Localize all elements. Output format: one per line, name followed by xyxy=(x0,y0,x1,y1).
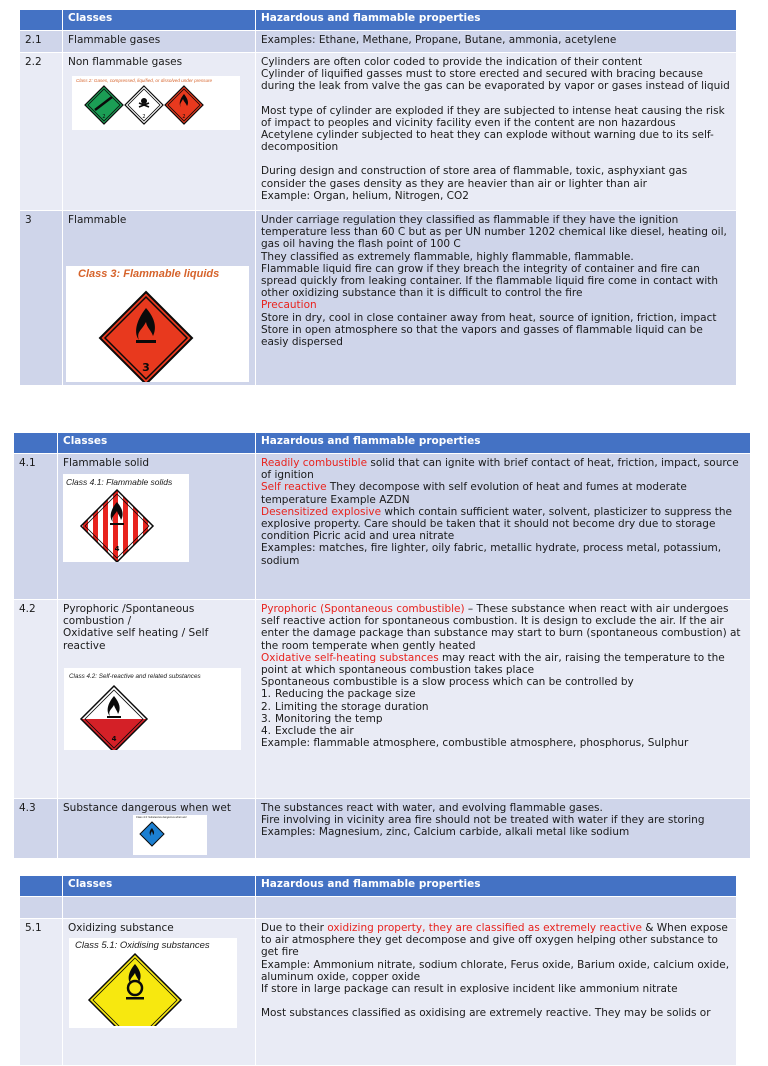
dangerous-when-wet-sign-icon xyxy=(133,819,207,853)
table-header-row xyxy=(20,876,737,897)
table-row-empty xyxy=(20,897,737,919)
class-name-cell xyxy=(58,600,256,799)
class-name: Substance dangerous when wet xyxy=(63,802,231,814)
class-name-cell xyxy=(63,919,256,1066)
class-name-line: Oxidative self heating / Self xyxy=(63,627,209,640)
class-number: 3 xyxy=(20,211,63,386)
property-line: Flammable liquid fire can grow if they breach the integrity of container and fire can spread quickly from leaking container. If the flammable liquid fire come in contact with other oxidizing substance than it is difficult to control the fire xyxy=(261,262,719,300)
property-text: solid that can ignite with brief contact of heat, friction, impact, source of ignition xyxy=(261,457,739,482)
self-reactive-label: Self reactive xyxy=(261,481,327,494)
property-line: Cylinder of liquified gasses must to store erected and secured with bracing because during the leak from valve the gas can be evaporated by vapor or gases instead of liquid xyxy=(261,68,730,93)
property-text: They decompose with self evolution of heat and fumes at moderate temperature Example AZDN xyxy=(261,481,687,506)
property-line: Cylinders are often color coded to provide the indication of their content xyxy=(261,56,643,68)
table-row xyxy=(14,799,751,859)
hazard-table-2 xyxy=(14,433,751,859)
table-row xyxy=(14,454,751,600)
class-name-line: reactive xyxy=(63,639,106,652)
class-name-line: Pyrophoric /Spontaneous xyxy=(63,603,195,615)
class-properties-cell xyxy=(256,600,751,799)
class-number: 4.1 xyxy=(14,454,58,600)
property-line: They classified as extremely flammable, highly flammable, flammable. xyxy=(261,250,634,263)
property-line: Fire involving in vicinity area fire should not be treated with water if they are storing xyxy=(261,814,705,827)
property-line: If store in large package can result in explosive incident like ammonium nitrate xyxy=(261,983,678,996)
property-line: Most substances classified as oxidising are extremely reactive. They may be solids or xyxy=(261,1007,711,1020)
class-4-1-sign-card xyxy=(63,474,189,562)
pyrophoric-label: Pyrophoric (Spontaneous combustible) xyxy=(261,603,465,615)
class-number: 5.1 xyxy=(20,919,63,1066)
svg-text:3: 3 xyxy=(142,361,150,375)
class-name-cell xyxy=(58,799,256,859)
class-4-3-sign-card xyxy=(133,815,207,855)
property-text: – These substance when react with air undergoes self reactive action for spontaneous combustion. It is design to exclude the air. If the air enter the damage package than substance may start to burn (spontaneous combustion) at the room temperate when gently heated xyxy=(261,603,741,652)
property-line: Acetylene cylinder subjected to heat they can explode without warning due to its self-decomposition xyxy=(261,129,714,154)
property-line: Examples: Magnesium, zinc, Calcium carbide, alkali metal like sodium xyxy=(261,826,630,839)
property-line: Most type of cylinder are exploded if they are subjected to intense heat causing the risk of impact to peoples and vicinity facility even if the content are non hazardous xyxy=(261,104,725,129)
class-name-cell xyxy=(63,211,256,386)
sign-card-title: Class 3: Flammable liquids xyxy=(78,268,220,281)
flammable-solid-sign-icon xyxy=(63,488,189,562)
property-line: Examples: matches, fire lighter, oily fabric, metallic hydrate, process metal, potassium, sodium xyxy=(261,542,722,567)
header-num-cell xyxy=(20,876,63,897)
header-num-cell xyxy=(20,10,63,31)
spontaneous-combustion-sign-icon xyxy=(64,683,241,750)
class-properties: Examples: Ethane, Methane, Propane, Butane, ammonia, acetylene xyxy=(256,31,737,53)
header-hazards: Hazardous and flammable properties xyxy=(256,433,751,454)
property-line: Under carriage regulation they classified as flammable if they have the ignition temperature less than 60 C but as per UN number 1202 chemical like diesel, heating oil, gas oil having the flash point of 100 C xyxy=(261,214,727,251)
table-header-row xyxy=(14,433,751,454)
list-item: 3. Monitoring the temp xyxy=(261,712,383,725)
property-line: Example: flammable atmosphere, combustible atmosphere, phosphorus, Sulphur xyxy=(261,737,689,750)
list-item: 2. Limiting the storage duration xyxy=(261,700,429,713)
class-properties-cell xyxy=(256,53,737,211)
table-row xyxy=(20,31,737,53)
class-name: Flammable xyxy=(68,214,127,226)
property-line: Example: Organ, helium, Nitrogen, CO2 xyxy=(261,189,469,202)
header-classes: Classes xyxy=(63,876,256,897)
class-name: Oxidizing substance xyxy=(68,922,174,934)
class-number: 2.1 xyxy=(20,31,63,53)
precaution-label: Precaution xyxy=(261,299,317,312)
class-name: Flammable gases xyxy=(63,31,256,53)
table-row xyxy=(20,211,737,386)
class-name-cell xyxy=(58,454,256,600)
table-row xyxy=(14,600,751,799)
oxidative-self-heating-label: Oxidative self-heating substances xyxy=(261,651,439,664)
class-properties-cell xyxy=(256,799,751,859)
property-text: & When expose to air atmosphere they get decompose and give off oxygen helping other substance to get fire xyxy=(261,922,728,959)
header-hazards: Hazardous and flammable properties xyxy=(256,10,737,31)
class-2-sign-card xyxy=(72,76,240,130)
class-properties-cell xyxy=(256,454,751,600)
class-number: 2.2 xyxy=(20,53,63,211)
hazard-table-1 xyxy=(20,10,737,386)
readily-combustible-label: Readily combustible xyxy=(261,457,368,469)
svg-text:2: 2 xyxy=(142,114,146,121)
sign-card-title: Class 5.1: Oxidising substances xyxy=(75,940,210,952)
class-name-line: combustion / xyxy=(63,615,132,628)
svg-text:4: 4 xyxy=(111,735,117,744)
class-number: 4.3 xyxy=(14,799,58,859)
property-line: Spontaneous combustible is a slow process which can be controlled by xyxy=(261,676,634,689)
header-classes: Classes xyxy=(63,10,256,31)
class-name-cell xyxy=(63,53,256,211)
header-num-cell xyxy=(14,433,58,454)
svg-text:4: 4 xyxy=(114,545,120,554)
property-line: During design and construction of store area of flammable, toxic, asphyxiant gas consider the gases density as they are heavier than air or lighter than air xyxy=(261,165,688,190)
class-properties-cell xyxy=(256,919,737,1066)
table-header-row xyxy=(20,10,737,31)
list-item: 4. Exclude the air xyxy=(261,725,354,738)
sign-card-title: Class 4.1: Flammable solids xyxy=(66,477,173,488)
class-4-2-sign-card xyxy=(64,668,241,750)
header-hazards: Hazardous and flammable properties xyxy=(256,876,737,897)
property-text: Due to their xyxy=(261,922,328,934)
sign-card-title: Class 4.3: Substances dangerous when wet xyxy=(136,816,187,820)
desensitized-explosive-label: Desensitized explosive xyxy=(261,505,382,518)
class-properties-cell xyxy=(256,211,737,386)
gas-hazard-signs-icon xyxy=(72,84,240,130)
table-row xyxy=(20,919,737,1066)
sign-card-title: Class 2: Gases, compressed, liquified, or dissolved under pressure xyxy=(76,78,213,84)
header-classes: Classes xyxy=(58,433,256,454)
class-number: 4.2 xyxy=(14,600,58,799)
oxidising-sign-icon xyxy=(69,952,237,1026)
table-row xyxy=(20,53,737,211)
property-text: which contain sufficient water, solvent, plasticizer to suppress the explosive property. Care should be taken that it should not become dry due to storage condition Picric acid and urea nitrate xyxy=(261,505,732,543)
class-3-sign-card xyxy=(66,266,249,382)
precaution-line: Store in dry, cool in close container away from heat, source of ignition, friction, impact xyxy=(261,311,717,324)
property-text: may react with the air, raising the temperature to the point at which spontaneous combustion takes place xyxy=(261,651,725,677)
list-item: 1. Reducing the package size xyxy=(261,688,416,701)
hazard-table-3 xyxy=(20,876,737,1066)
class-name: Non flammable gases xyxy=(68,56,183,68)
svg-text:2: 2 xyxy=(102,114,106,121)
property-line: The substances react with water, and evolving flammable gases. xyxy=(261,802,603,814)
class-5-1-sign-card xyxy=(69,938,237,1028)
svg-text:2: 2 xyxy=(182,114,186,121)
oxidizing-property-label: oxidizing property, they are classified as extremely reactive xyxy=(327,922,642,934)
property-line: Example: Ammonium nitrate, sodium chlorate, Ferus oxide, Barium oxide, calcium oxide, aluminum oxide, copper oxide xyxy=(261,958,730,983)
precaution-line: Store in open atmosphere so that the vapors and gasses of flammable liquid can be easiy dispersed xyxy=(261,323,703,349)
sign-card-title: Class 4.2: Self-reactive and related substances xyxy=(69,672,201,680)
class-name: Flammable solid xyxy=(63,457,150,469)
flammable-liquid-sign-icon xyxy=(66,286,249,382)
